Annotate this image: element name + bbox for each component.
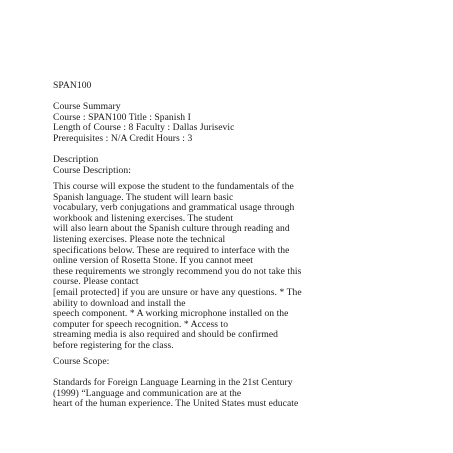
description-line: speech component. * A working microphone installed on the (53, 308, 289, 320)
description-line: vocabulary, verb conjugations and grammatical usage through (53, 202, 295, 214)
description-line: This course will expose the student to the fundamentals of the (53, 181, 294, 192)
course-scope-heading: Course Scope: (53, 356, 110, 367)
description-line: computer for speech recognition. * Access to (53, 318, 229, 330)
course-code (53, 81, 448, 92)
description-line: will also learn about the Spanish culture through reading and (53, 223, 290, 235)
description-line: ability to download and install the (53, 297, 186, 309)
course-code-text: SPAN100 (53, 80, 92, 91)
description-line: Spanish language. The student will learn basic (53, 191, 234, 203)
summary-line: Prerequisites : N/A Credit Hours : 3 (53, 132, 193, 144)
description-line: [email protected] if you are unsure or have any questions. * The (53, 286, 302, 298)
course-summary-section (53, 102, 448, 144)
course-description-heading: Course Description: (53, 164, 131, 176)
description-line: these requirements we strongly recommend you do not take this (53, 265, 302, 277)
summary-line: Length of Course : 8 Faculty : Dallas Jurisevic (53, 122, 235, 134)
summary-line: Course : SPAN100 Title : Spanish I (53, 111, 191, 123)
course-scope-body (53, 378, 448, 410)
scope-line: (1999) “Language and communication are at the (53, 387, 242, 399)
scope-line: Standards for Foreign Language Learning in the 21st Century (53, 377, 293, 388)
description-line: online version of Rosetta Stone. If you cannot meet (53, 255, 253, 267)
course-scope-heading-block (53, 357, 448, 368)
scope-line: heart of the human experience. The United States must educate (53, 398, 299, 410)
description-line: specifications below. These are required to interface with the (53, 244, 290, 256)
description-heading: Description (53, 154, 99, 165)
description-line: workbook and listening exercises. The student (53, 212, 234, 224)
summary-heading: Course Summary (53, 101, 121, 112)
description-body (53, 182, 448, 352)
description-line: course. Please contact (53, 276, 139, 288)
description-heading-block (53, 155, 448, 176)
description-line: before registering for the class. (53, 339, 174, 351)
description-line: listening exercises. Please note the technical (53, 233, 226, 245)
description-line: streaming media is also required and should be confirmed (53, 329, 278, 341)
